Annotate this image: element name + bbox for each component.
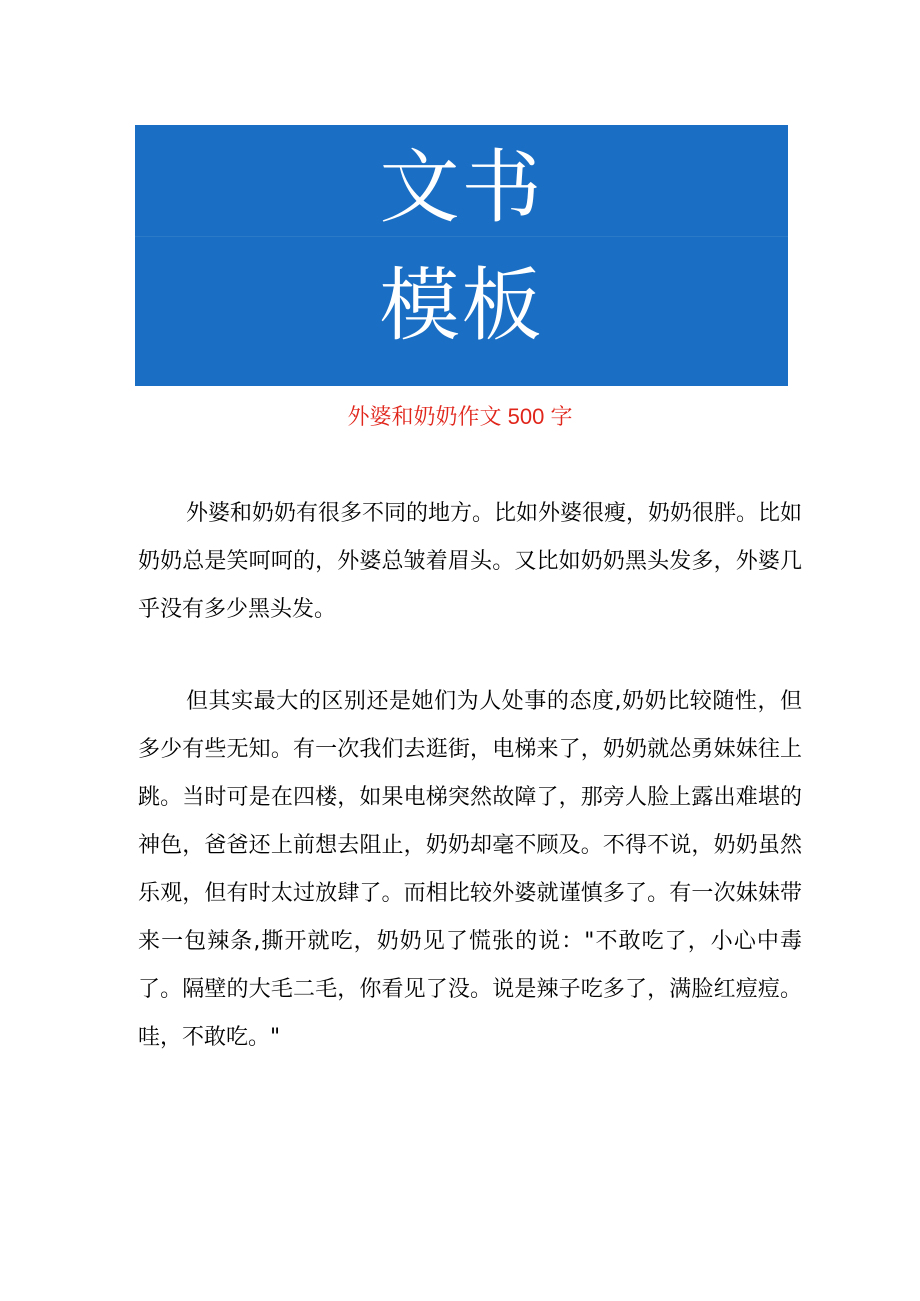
banner-line-1: 文书: [379, 141, 544, 234]
banner-line-2: 模板: [379, 259, 544, 352]
document-title: 外婆和奶奶作文 500 字: [347, 404, 573, 429]
banner-divider: [135, 236, 788, 237]
title-banner: [135, 125, 788, 386]
paragraph-2: 但其实最大的区别还是她们为人处事的态度,奶奶比较随性，但多少有些无知。有一次我们去逛街，电梯来了，奶奶就怂勇妹妹往上跳。当时可是在四楼，如果电梯突然故障了，那旁人脸上露出难堪的神色，爸爸还上前想去阻止，奶奶却毫不顾及。不得不说，奶奶虽然乐观，但有时太过放肆了。而相比较外婆就谨慎多了。有一次妹妹带来一包辣条,撕开就吃，奶奶见了慌张的说："不敢吃了，小心中毒了。隔壁的大毛二毛，你看见了没。说是辣子吃多了，满脸红痘痘。哇，不敢吃。": [138, 689, 802, 1050]
paragraph-1: 外婆和奶奶有很多不同的地方。比如外婆很瘦，奶奶很胖。比如奶奶总是笑呵呵的，外婆总皱着眉头。又比如奶奶黑头发多，外婆几乎没有多少黑头发。: [138, 501, 803, 622]
